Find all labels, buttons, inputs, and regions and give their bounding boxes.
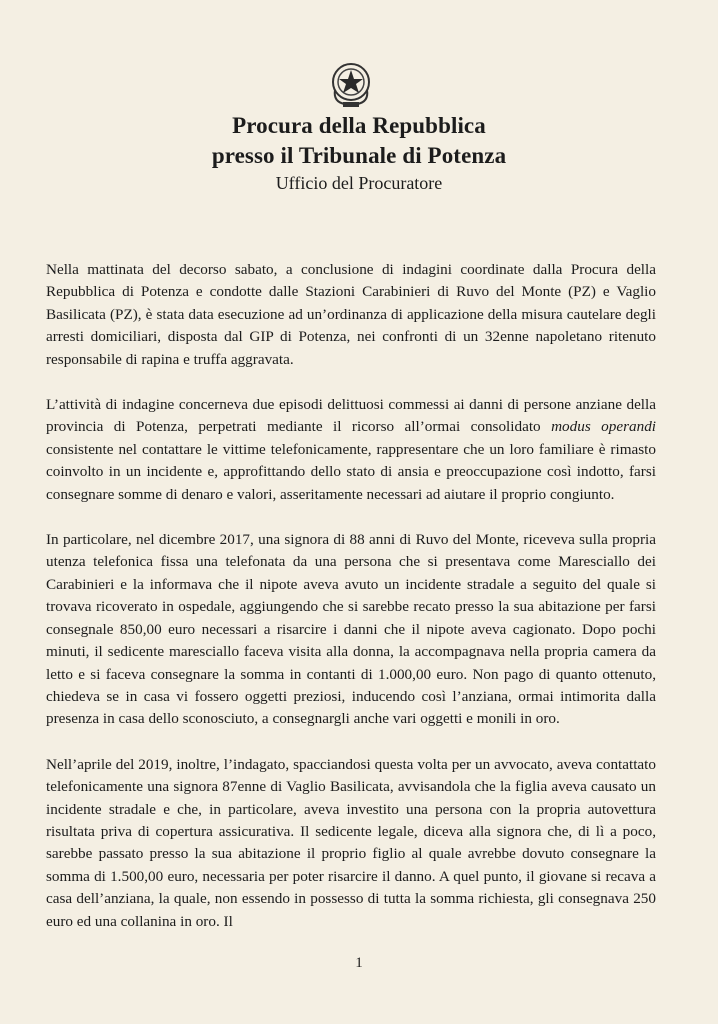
paragraph-2-italic: modus operandi	[551, 418, 657, 436]
document-body	[46, 259, 656, 956]
paragraph-3: In particolare, nel dicembre 2017, una signora di 88 anni di Ruvo del Monte, riceveva sulla propria utenza telefonica fissa una telefonata da una persona che si presentava come Maresciallo dei Carabinieri e la informava che il nipote aveva avuto un incidente stradale a seguito del quale si trovava ricoverato in ospedale, aggiungendo che si sarebbe recato presso la sua abitazione per farsi consegnale 850,00 euro necessari a risarcire i danni che il nipote aveva cagionato. Dopo pochi minuti, il sedicente maresciallo faceva visita alla donna, la accompagnava nella propria camera da letto e si faceva consegnare la somma in contanti di 1.000,00 euro. Non pago di quanto ottenuto, chiedeva se in casa vi fossero oggetti preziosi, inducendo così l’anziana, ormai intimorita dalla presenza in casa dello sconosciuto, a consegnargli anche vari oggetti e monili in oro.	[46, 531, 656, 728]
header-office: Ufficio del Procuratore	[275, 173, 443, 193]
paragraph-2	[46, 394, 656, 506]
header-title-line2: presso il Tribunale di Potenza	[211, 143, 507, 168]
italian-republic-emblem-icon	[329, 60, 373, 110]
paragraph-2-part-b: consistente nel contattare le vittime telefonicamente, rappresentare che un loro familiare è rimasto coinvolto in un incidente e, approfittando dello stato di ansia e preoccupazione così indotto, farsi consegnare somme di denaro e valori, asseritamente necessari ad aiutare il proprio congiunto.	[46, 440, 656, 503]
paragraph-1: Nella mattinata del decorso sabato, a conclusione di indagini coordinate dalla Procura della Repubblica di Potenza e condotte dalle Stazioni Carabinieri di Ruvo del Monte (PZ) e Vaglio Basilicata (PZ), è stata data esecuzione ad un’ordinanza di applicazione della misura cautelare degli arresti domiciliari, disposta dal GIP di Potenza, nei confronti di un 32enne napoletano ritenuto responsabile di rapina e truffa aggravata.	[46, 261, 656, 368]
header-title-line1: Procura della Repubblica	[232, 113, 486, 138]
paragraph-4: Nell’aprile del 2019, inoltre, l’indagato, spacciandosi questa volta per un avvocato, aveva contattato telefonicamente una signora 87enne di Vaglio Basilicata, avvisandola che la figlia aveva causato un incidente stradale e che, in particolare, aveva investito una persona con la propria autovettura risultata priva di copertura assicurativa. Il sedicente legale, diceva alla signora che, di lì a poco, sarebbe passato presso la sua abitazione il proprio figlio al quale avrebbe dovuto consegnare la somma di 1.500,00 euro, necessaria per poter risarcire il danno. A quel punto, il giovane si recava a casa dell’anziana, la quale, non essendo in possesso di tutta la somma richiesta, gli consegnava 250 euro ed una collanina in oro. Il	[46, 755, 656, 930]
page-number: 1	[355, 955, 363, 971]
paragraph-2-part-a: L’attività di indagine concerneva due episodi delittuosi commessi ai danni di persone anziane della provincia di Potenza, perpetrati mediante il ricorso all’ormai consolidato	[46, 396, 656, 436]
